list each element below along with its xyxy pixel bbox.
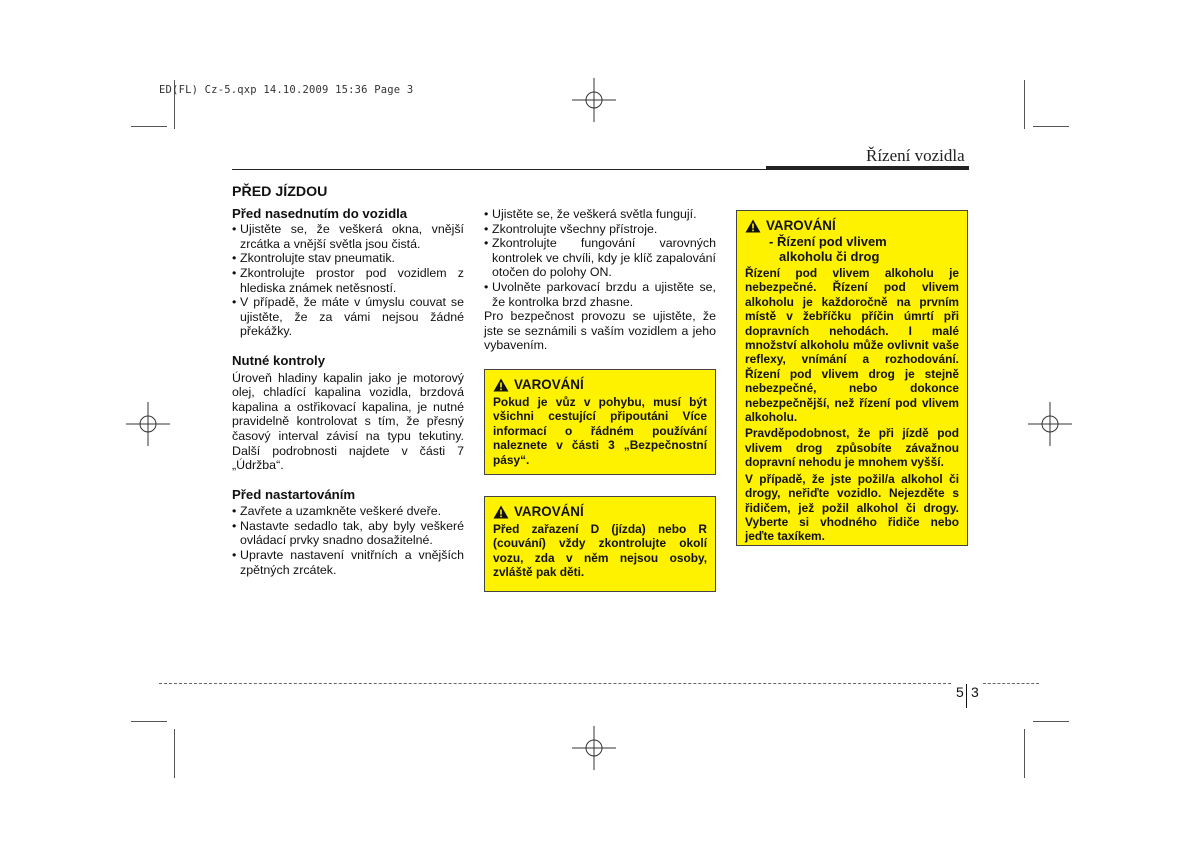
warning-box-seatbelts — [484, 369, 716, 475]
checklist-before-getting-in — [232, 222, 464, 339]
subheading-before-getting-in: Před nasednutím do vozidla — [232, 205, 408, 221]
warning-title — [493, 504, 707, 519]
footer-rule — [159, 683, 951, 684]
list-item: • Zkontrolujte prostor pod vozidlem z hlediska známek netěsností. — [232, 266, 464, 295]
crop-mark — [174, 729, 175, 778]
list-item: • V případě, že máte v úmyslu couvat se ujistěte, že za vámi nejsou žádné překážky. — [232, 295, 464, 339]
crop-mark — [1024, 729, 1025, 778]
crop-mark — [1033, 721, 1069, 722]
crop-mark — [131, 126, 167, 127]
subheading-checks: Nutné kontroly — [232, 352, 326, 368]
left-column — [232, 185, 464, 577]
registration-mark-icon — [572, 726, 616, 770]
registration-mark-icon — [126, 402, 170, 446]
page-number: 3 — [971, 684, 979, 700]
chapter-title: Řízení vozidla — [866, 146, 965, 165]
list-item: • Ujistěte se, že veškerá světla fungují. — [484, 207, 716, 222]
checks-paragraph: Úroveň hladiny kapalin jako je motorový olej, chladící kapalina vozidla, brzdová kapalina a ostřikovací kapalina, je nutné pravidelně kontrolovat s tím, že přesný časový interval závisí na typu tekutiny. Další podrobnosti najdete v části 7 „Údržba“. — [232, 370, 464, 473]
warning-text: V případě, že jste požil/a alkohol či drogy, neřiďte vozidlo. Nejezděte s řidičem, jež požil alkohol či drogy. Vyberte si vhodného řidiče nebo jeďte taxíkem. — [745, 471, 959, 544]
warning-triangle-icon — [493, 378, 509, 392]
list-item: • Uvolněte parkovací brzdu a ujistěte se, že kontrolka brzd zhasne. — [484, 280, 716, 309]
checklist-before-start — [232, 504, 464, 577]
warning-subtitle: - Řízení pod vlivem — [769, 234, 887, 249]
warning-text: Před zařazení D (jízda) nebo R (couvání) vždy zkontrolujte okolí vozu, zda v něm nejsou osoby, zvláště pak děti. — [493, 522, 707, 580]
warning-title — [745, 218, 959, 233]
registration-mark-icon — [572, 78, 616, 122]
list-item: • Zkontrolujte fungování varovných kontrolek ve chvíli, kdy je klíč zapalování otočen do polohy ON. — [484, 236, 716, 280]
subheading-before-start: Před nastartováním — [232, 486, 356, 502]
checklist-continued — [484, 207, 716, 309]
registration-mark-icon — [1028, 402, 1072, 446]
list-item: • Ujistěte se, že veškerá okna, vnější zrcátka a vnější světla jsou čistá. — [232, 222, 464, 251]
list-item: • Zkontrolujte všechny přístroje. — [484, 222, 716, 237]
warning-title-text: VAROVÁNÍ — [514, 504, 584, 519]
warning-text: Řízení pod vlivem alkoholu je nebezpečné. Řízení pod vlivem alkoholu je každoročně na prvním místě v žebříčku příčin úmrtí při dopravních nehodách. I malé množství alkoholu může ovlivnit vaše reflexy, vnímání a rozhodování. Řízení pod vlivem drog je stejně nebezpečné, nebo dokonce nebezpečnější, než řízení pod vlivem alkoholu. — [745, 266, 959, 425]
list-item: • Zavřete a uzamkněte veškeré dveře. — [232, 504, 464, 519]
header-rule-accent — [766, 166, 969, 170]
crop-mark — [1033, 126, 1069, 127]
warning-subtitle: alkoholu či drog — [779, 249, 880, 264]
crop-mark — [1024, 80, 1025, 129]
warning-box-alcohol — [736, 210, 968, 546]
warning-title-text: VAROVÁNÍ — [514, 377, 584, 392]
warning-triangle-icon — [493, 505, 509, 519]
warning-box-reverse — [484, 496, 716, 592]
warning-title-text: VAROVÁNÍ — [766, 218, 836, 233]
list-item: • Zkontrolujte stav pneumatik. — [232, 251, 464, 266]
warning-title — [493, 377, 707, 392]
warning-text: Pokud je vůz v pohybu, musí být všichni cestující připoutáni Více informací o řádném používání naleznete v části 3 „Bezpečnostní pásy“. — [493, 395, 707, 467]
safety-paragraph: Pro bezpečnost provozu se ujistěte, že jste se seznámili s vaším vozidlem a jeho vybavením. — [484, 309, 716, 353]
section-title: PŘED JÍZDOU — [232, 184, 328, 200]
crop-mark — [131, 721, 167, 722]
page-number-divider — [966, 684, 967, 708]
footer-rule — [983, 683, 1039, 684]
print-info: ED(FL) Cz-5.qxp 14.10.2009 15:36 Page 3 — [159, 84, 414, 96]
list-item: • Nastavte sedadlo tak, aby byly veškeré ovládací prvky snadno dosažitelné. — [232, 519, 464, 548]
middle-column — [484, 207, 716, 353]
warning-text: Pravděpodobnost, že při jízdě pod vlivem drog způsobíte závažnou dopravní nehodu je mnohem vyšší. — [745, 426, 959, 470]
chapter-number: 5 — [956, 684, 964, 700]
list-item: • Upravte nastavení vnitřních a vnějších zpětných zrcátek. — [232, 548, 464, 577]
warning-triangle-icon — [745, 219, 761, 233]
